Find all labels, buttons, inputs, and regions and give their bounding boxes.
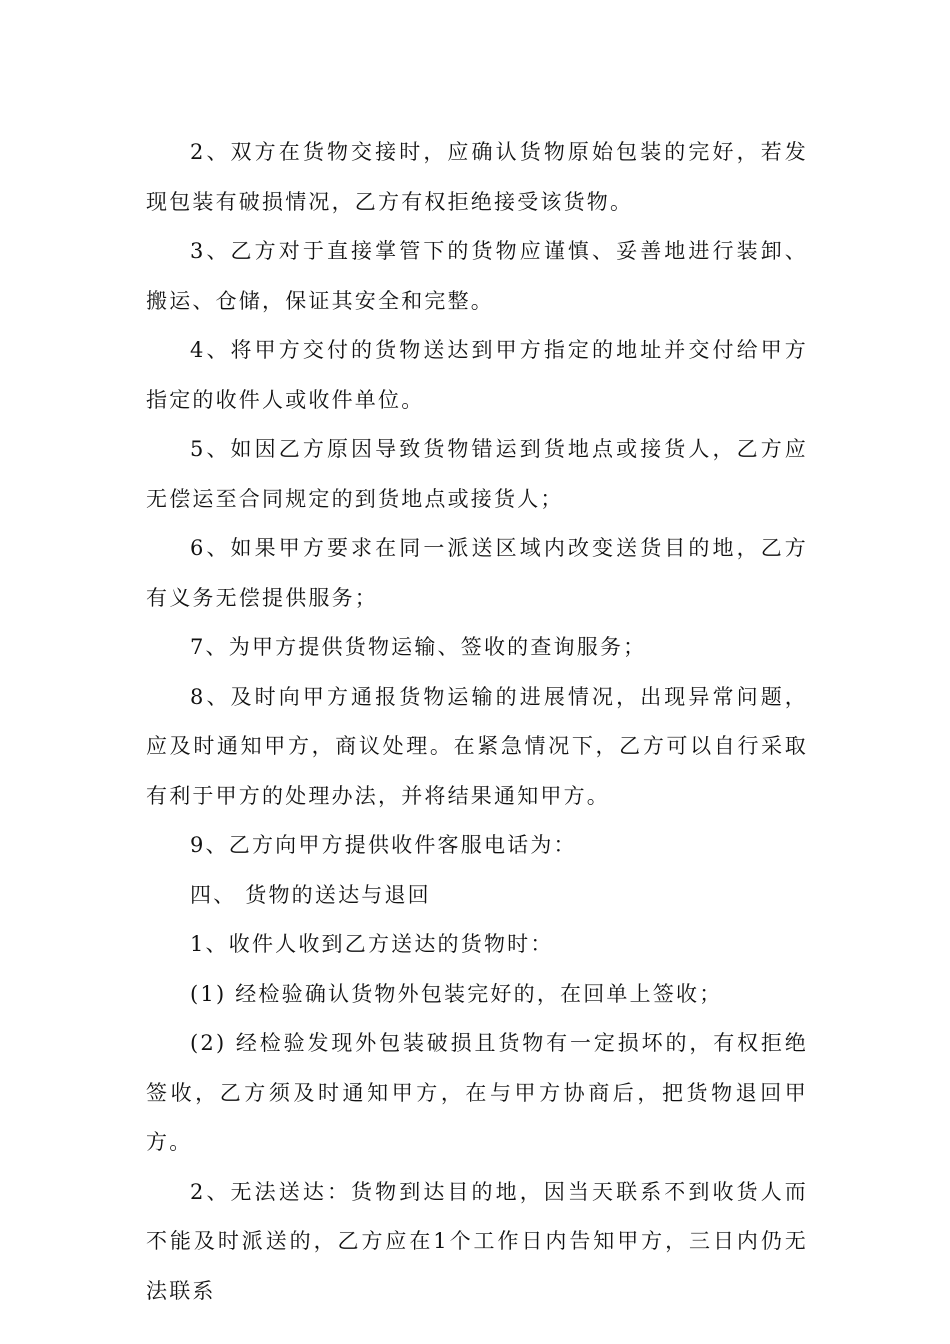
paragraph-clause-8: 8、及时向甲方通报货物运输的进展情况，出现异常问题，应及时通知甲方，商议处理。在紧急情况下，乙方可以自行采取有利于甲方的处理办法，并将结果通知甲方。 bbox=[146, 684, 808, 808]
document-body bbox=[146, 128, 808, 1316]
paragraph-undeliverable-2: 2、无法送达：货物到达目的地，因当天联系不到收货人而不能及时派送的，乙方应在1个工作日内告知甲方，三日内仍无法联系 bbox=[146, 1179, 808, 1303]
paragraph-clause-4: 4、将甲方交付的货物送达到甲方指定的地址并交付给甲方指定的收件人或收件单位。 bbox=[146, 338, 808, 412]
paragraph-clause-6: 6、如果甲方要求在同一派送区域内改变送货目的地，乙方有义务无偿提供服务； bbox=[146, 536, 808, 610]
paragraph-clause-9: 9、乙方向甲方提供收件客服电话为： bbox=[190, 833, 577, 857]
paragraph-clause-5: 5、如因乙方原因导致货物错运到货地点或接货人，乙方应无偿运至合同规定的到货地点或接货人； bbox=[146, 437, 808, 511]
paragraph-clause-2: 2、双方在货物交接时，应确认货物原始包装的完好，若发现包装有破损情况，乙方有权拒绝接受该货物。 bbox=[146, 140, 808, 214]
paragraph-receipt-sub-2: (2) 经检验发现外包装破损且货物有一定损坏的，有权拒绝签收，乙方须及时通知甲方，在与甲方协商后，把货物退回甲方。 bbox=[146, 1031, 808, 1154]
paragraph-clause-3: 3、乙方对于直接掌管下的货物应谨慎、妥善地进行装卸、搬运、仓储，保证其安全和完整。 bbox=[146, 239, 808, 313]
section-heading-4: 四、 货物的送达与退回 bbox=[190, 882, 431, 907]
paragraph-clause-7: 7、为甲方提供货物运输、签收的查询服务； bbox=[190, 635, 647, 659]
paragraph-receipt-sub-1: (1) 经检验确认货物外包装完好的，在回单上签收； bbox=[190, 981, 723, 1006]
paragraph-receipt-1: 1、收件人收到乙方送达的货物时： bbox=[190, 932, 554, 956]
